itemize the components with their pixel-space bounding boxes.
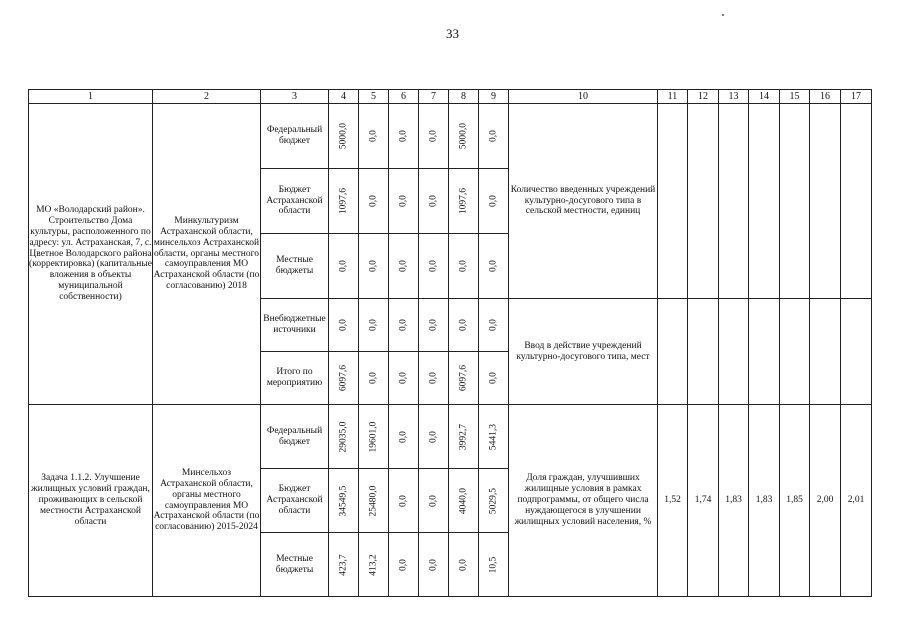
value-cell: 423,7 <box>329 533 359 597</box>
measure-description: МО «Володарский район». Строительство Дома культуры, расположенного по адресу: ул. Астраханская, 7, с. Цветное Володарского района (корректировка) (капитальные вложения в объекты муниципальной собственности) <box>29 104 153 405</box>
empty-cell <box>688 104 719 299</box>
value-cell: 1097,6 <box>329 169 359 234</box>
value-cell: 0,0 <box>329 234 359 299</box>
value-cell: 0,0 <box>419 169 449 234</box>
responsible-executor: Минкультуризм Астраханской области, минсельхоз Астраханской области, органы местного самоуправления МО Астраханской области (по согласованию) 2018 <box>153 104 261 405</box>
indicator-value: 1,74 <box>688 405 719 597</box>
indicator-value: 2,01 <box>841 405 872 597</box>
header-cell: 10 <box>509 90 658 104</box>
value-cell: 0,0 <box>419 533 449 597</box>
header-cell: 15 <box>780 90 810 104</box>
header-cell: 17 <box>841 90 872 104</box>
value-cell: 0,0 <box>419 104 449 169</box>
indicator-value: 2,00 <box>810 405 841 597</box>
value-cell: 0,0 <box>389 533 419 597</box>
value-cell: 1097,6 <box>449 169 479 234</box>
header-cell: 14 <box>749 90 780 104</box>
empty-cell <box>658 104 688 299</box>
scan-speck <box>722 14 724 16</box>
value-cell: 5000,0 <box>329 104 359 169</box>
program-table <box>28 89 872 597</box>
header-cell: 2 <box>153 90 261 104</box>
empty-cell <box>810 299 841 405</box>
funding-source: Федеральный бюджет <box>261 104 329 169</box>
header-cell: 5 <box>359 90 389 104</box>
funding-source: Внебюджетные источники <box>261 299 329 352</box>
indicator-text: Количество введенных учреждений культурно-досугового типа в сельской местности, единиц <box>509 104 658 299</box>
value-cell: 5441,3 <box>479 405 509 469</box>
funding-source: Местные бюджеты <box>261 533 329 597</box>
empty-cell <box>749 104 780 299</box>
value-cell: 19601,0 <box>359 405 389 469</box>
empty-cell <box>719 104 749 299</box>
empty-cell <box>749 299 780 405</box>
value-cell: 0,0 <box>389 299 419 352</box>
indicator-value: 1,52 <box>658 405 688 597</box>
header-cell: 3 <box>261 90 329 104</box>
header-cell: 16 <box>810 90 841 104</box>
value-cell: 0,0 <box>389 104 419 169</box>
empty-cell <box>841 104 872 299</box>
value-cell: 0,0 <box>449 299 479 352</box>
value-cell: 0,0 <box>479 169 509 234</box>
indicator-text: Доля граждан, улучшивших жилищные условия в рамках подпрограммы, от общего числа нуждающегося в улучшении жилищных условий населения, % <box>509 405 658 597</box>
header-cell: 1 <box>29 90 153 104</box>
indicator-text: Ввод в действие учреждений культурно-досугового типа, мест <box>509 299 658 405</box>
indicator-value: 1,85 <box>780 405 810 597</box>
value-cell: 0,0 <box>359 169 389 234</box>
value-cell: 34549,5 <box>329 469 359 533</box>
value-cell: 0,0 <box>419 469 449 533</box>
value-cell: 25480,0 <box>359 469 389 533</box>
header-cell: 12 <box>688 90 719 104</box>
table-row <box>29 104 872 169</box>
value-cell: 0,0 <box>329 299 359 352</box>
funding-source: Бюджет Астраханской области <box>261 169 329 234</box>
value-cell: 4040,0 <box>449 469 479 533</box>
header-cell: 7 <box>419 90 449 104</box>
funding-source: Федеральный бюджет <box>261 405 329 469</box>
value-cell: 0,0 <box>449 533 479 597</box>
value-cell: 0,0 <box>359 299 389 352</box>
value-cell: 0,0 <box>359 104 389 169</box>
header-cell: 9 <box>479 90 509 104</box>
header-row <box>29 90 872 104</box>
value-cell: 0,0 <box>359 234 389 299</box>
empty-cell <box>780 299 810 405</box>
value-cell: 0,0 <box>479 104 509 169</box>
table-row <box>29 405 872 469</box>
value-cell: 6097,6 <box>449 352 479 405</box>
header-cell: 11 <box>658 90 688 104</box>
funding-source: Бюджет Астраханской области <box>261 469 329 533</box>
value-cell: 3992,7 <box>449 405 479 469</box>
page-number: 33 <box>446 26 459 41</box>
value-cell: 0,0 <box>479 299 509 352</box>
empty-cell <box>688 299 719 405</box>
header-cell: 6 <box>389 90 419 104</box>
value-cell: 0,0 <box>419 405 449 469</box>
value-cell: 5000,0 <box>449 104 479 169</box>
empty-cell <box>810 104 841 299</box>
indicator-value: 1,83 <box>719 405 749 597</box>
value-cell: 0,0 <box>389 169 419 234</box>
header-cell: 4 <box>329 90 359 104</box>
value-cell: 0,0 <box>419 299 449 352</box>
value-cell: 0,0 <box>479 234 509 299</box>
indicator-value: 1,83 <box>749 405 780 597</box>
responsible-executor: Минсельхоз Астраханской области, органы местного самоуправления МО Астраханской области (по согласованию) 2015-2024 <box>153 405 261 597</box>
header-cell: 13 <box>719 90 749 104</box>
empty-cell <box>658 299 688 405</box>
funding-source: Местные бюджеты <box>261 234 329 299</box>
value-cell: 29035,0 <box>329 405 359 469</box>
value-cell: 5029,5 <box>479 469 509 533</box>
value-cell: 0,0 <box>479 352 509 405</box>
value-cell: 0,0 <box>419 352 449 405</box>
task-description: Задача 1.1.2. Улучшение жилищных условий граждан, проживающих в сельской местности Астраханской области <box>29 405 153 597</box>
value-cell: 0,0 <box>389 234 419 299</box>
empty-cell <box>780 104 810 299</box>
empty-cell <box>719 299 749 405</box>
value-cell: 413,2 <box>359 533 389 597</box>
value-cell: 0,0 <box>359 352 389 405</box>
value-cell: 0,0 <box>449 234 479 299</box>
value-cell: 0,0 <box>389 352 419 405</box>
value-cell: 6097,6 <box>329 352 359 405</box>
funding-source: Итого по мероприятию <box>261 352 329 405</box>
value-cell: 0,0 <box>389 469 419 533</box>
header-cell: 8 <box>449 90 479 104</box>
value-cell: 10,5 <box>479 533 509 597</box>
value-cell: 0,0 <box>419 234 449 299</box>
value-cell: 0,0 <box>389 405 419 469</box>
empty-cell <box>841 299 872 405</box>
